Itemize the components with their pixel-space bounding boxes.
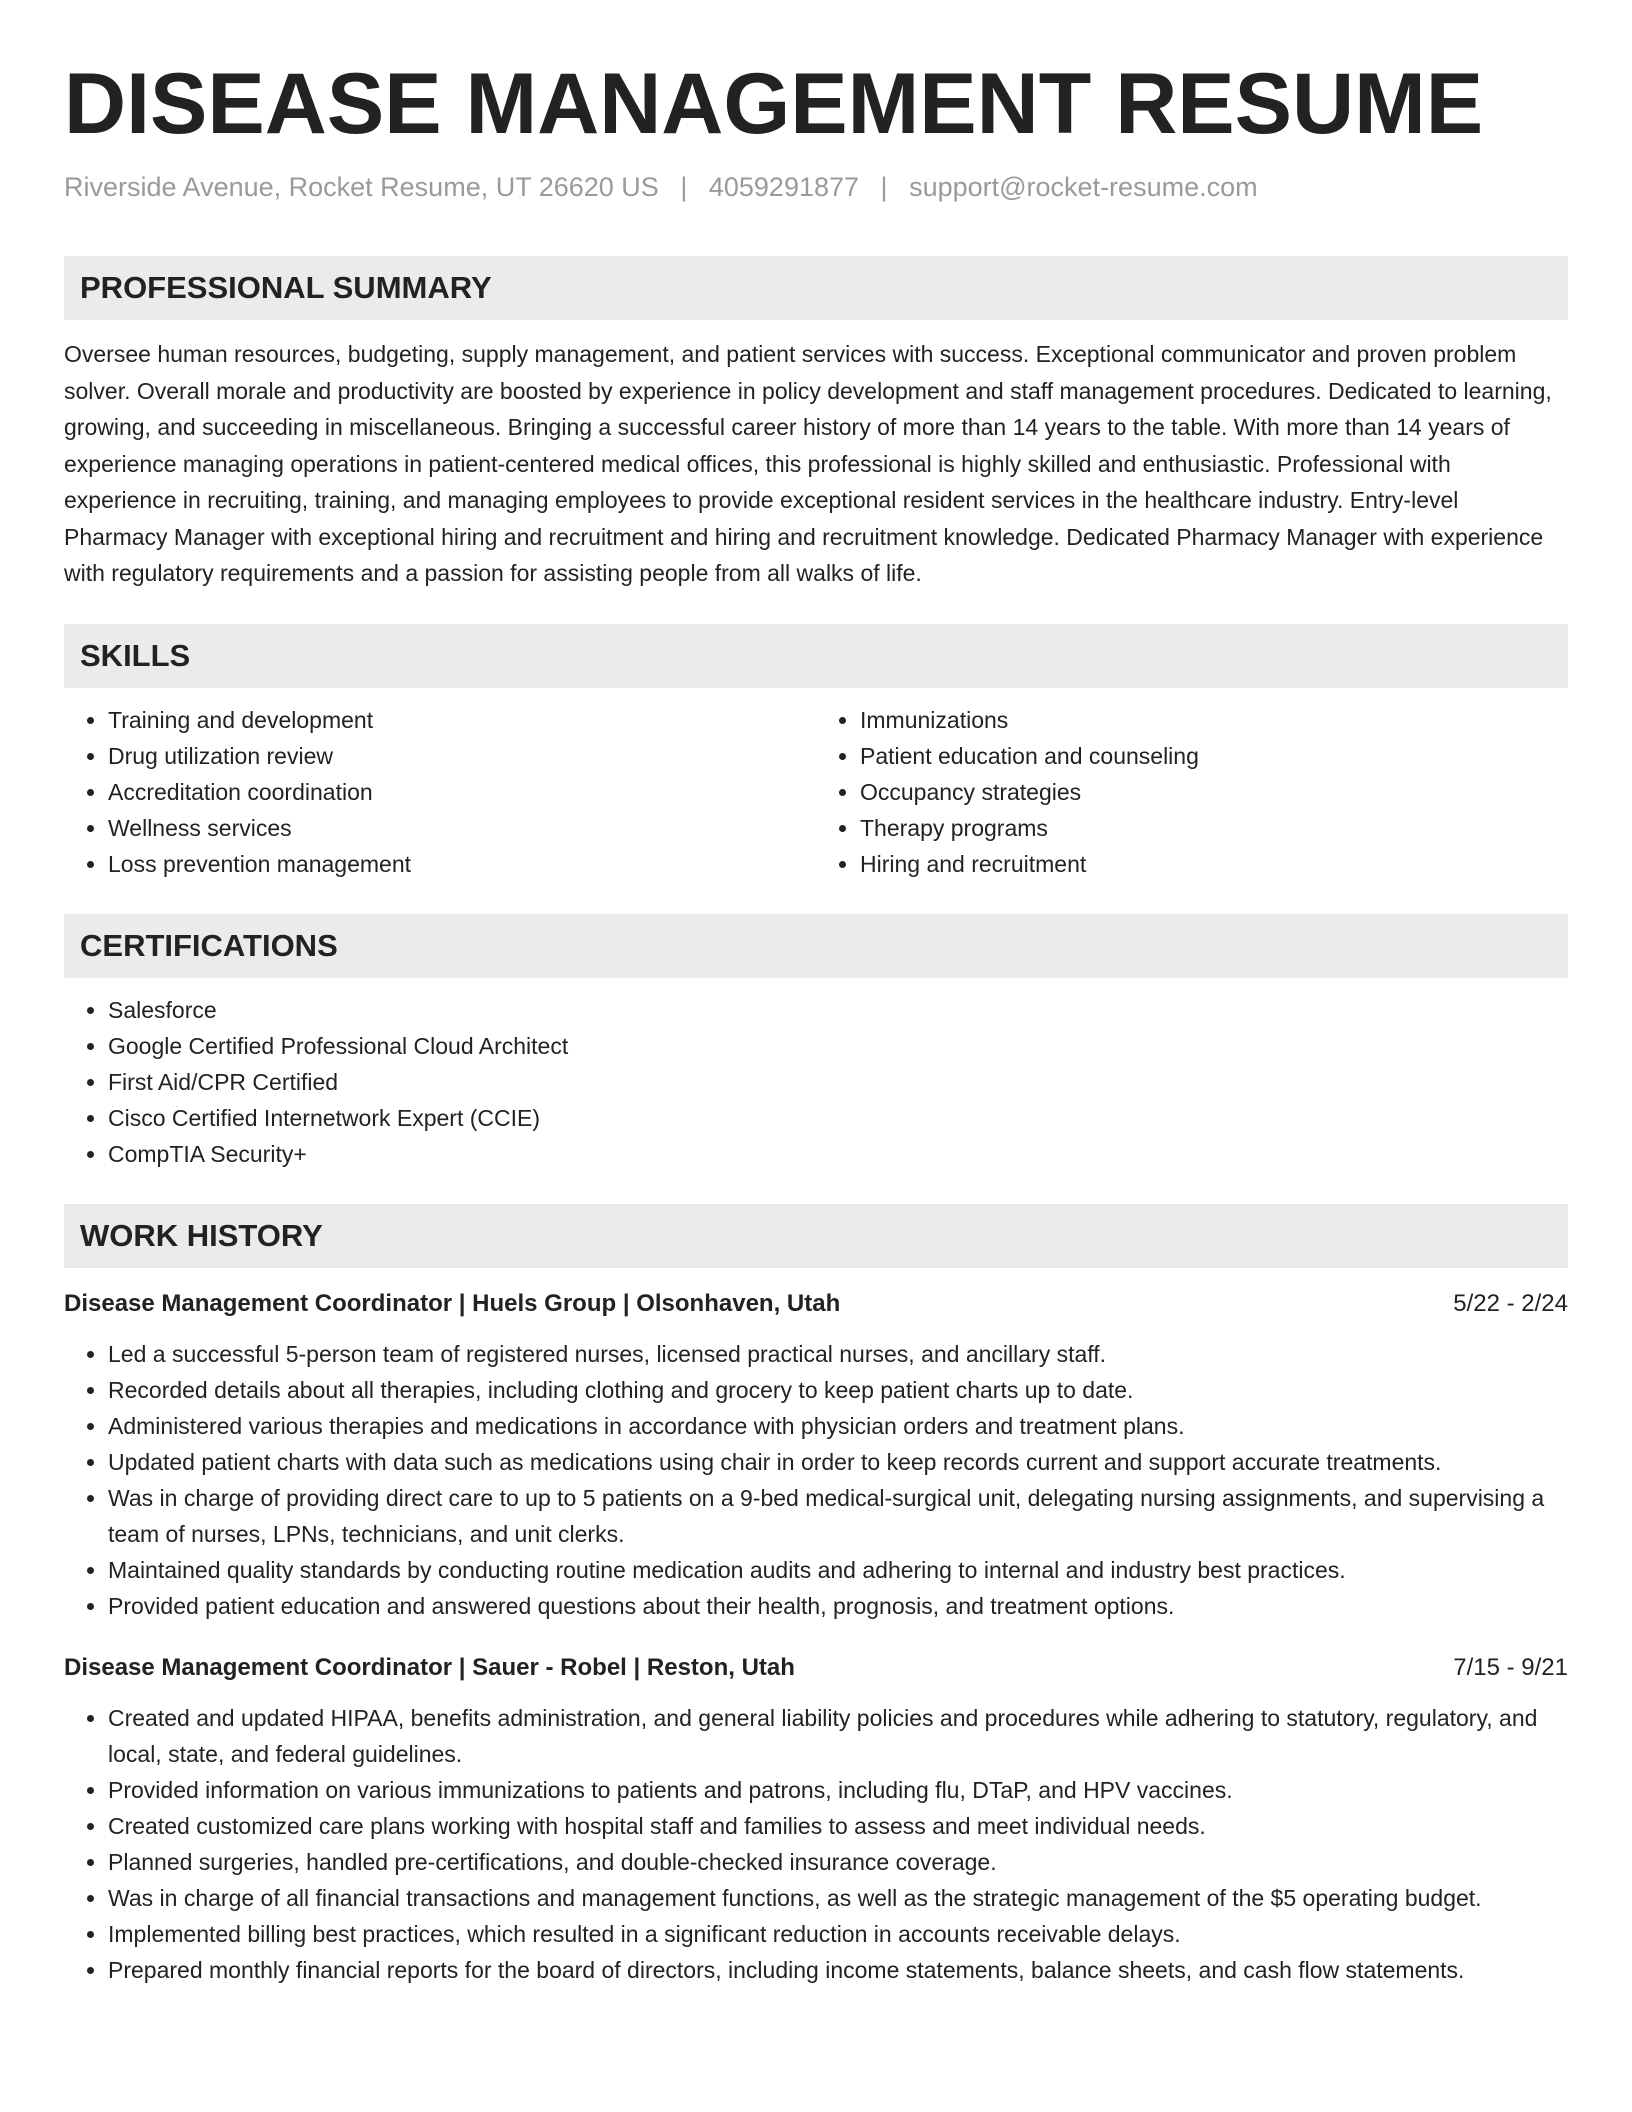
certification-item: • CompTIA Security+	[108, 1136, 1568, 1172]
contact-phone: 4059291877	[708, 172, 860, 202]
job-bullet: • Was in charge of providing direct care to up to 5 patients on a 9-bed medical-surgical unit, delegating nursing assignments, and supervising a team of nurses, LPNs, technicians, and unit clerks.	[108, 1480, 1568, 1552]
section-header-work-history: WORK HISTORY	[64, 1204, 1568, 1268]
skill-item: • Loss prevention management	[108, 846, 816, 882]
section-header-certifications: CERTIFICATIONS	[64, 914, 1568, 978]
certification-item: • Salesforce	[108, 992, 1568, 1028]
skill-item: • Accreditation coordination	[108, 774, 816, 810]
section-header-skills: SKILLS	[64, 624, 1568, 688]
skill-item: • Training and development	[108, 702, 816, 738]
job-bullet: • Was in charge of all financial transactions and management functions, as well as the strategic management of the $5 operating budget.	[108, 1880, 1568, 1916]
certification-item: • First Aid/CPR Certified	[108, 1064, 1568, 1100]
certification-item: • Cisco Certified Internetwork Expert (CCIE)	[108, 1100, 1568, 1136]
job-dates: 7/15 - 9/21	[1453, 1653, 1568, 1681]
job-title: Disease Management Coordinator | Sauer - Robel | Reston, Utah	[64, 1653, 795, 1681]
skill-item: • Wellness services	[108, 810, 816, 846]
skill-item: • Drug utilization review	[108, 738, 816, 774]
contact-email: support@rocket-resume.com	[909, 172, 1258, 202]
job-bullet: • Recorded details about all therapies, including clothing and grocery to keep patient charts up to date.	[108, 1372, 1568, 1408]
contact-line	[64, 170, 1568, 204]
contact-separator: |	[680, 172, 688, 202]
job-bullets	[64, 1336, 1568, 1624]
skills-grid	[64, 688, 1568, 882]
contact-separator: |	[880, 172, 888, 202]
skill-item: • Hiring and recruitment	[860, 846, 1568, 882]
job-bullet: • Implemented billing best practices, which resulted in a significant reduction in accounts receivable delays.	[108, 1916, 1568, 1952]
summary-text: Oversee human resources, budgeting, supply management, and patient services with success. Exceptional communicator and proven problem solver. Overall morale and productivity are boosted by experience in policy development and staff management procedures. Dedicated to learning, growing, and succeeding in miscellaneous. Bringing a successful career history of more than 14 years to the table. With more than 14 years of experience managing operations in patient-centered medical offices, this professional is highly skilled and enthusiastic. Professional with experience in recruiting, training, and managing employees to provide exceptional resident services in the healthcare industry. Entry-level Pharmacy Manager with exceptional hiring and recruitment and hiring and recruitment knowledge. Dedicated Pharmacy Manager with experience with regulatory requirements and a passion for assisting people from all walks of life.	[64, 341, 1552, 586]
job-bullet: • Administered various therapies and medications in accordance with physician orders and treatment plans.	[108, 1408, 1568, 1444]
certifications-list	[64, 992, 1568, 1172]
job-bullet: • Updated patient charts with data such as medications using chair in order to keep records current and support accurate treatments.	[108, 1444, 1568, 1480]
skill-item: • Immunizations	[860, 702, 1568, 738]
resume-title: DISEASE MANAGEMENT RESUME	[64, 56, 1484, 152]
skill-item: • Therapy programs	[860, 810, 1568, 846]
job-bullet: • Planned surgeries, handled pre-certifications, and double-checked insurance coverage.	[108, 1844, 1568, 1880]
job-bullets	[64, 1700, 1568, 1988]
job-header	[64, 1650, 1568, 1686]
skills-list-left	[64, 702, 816, 882]
job-title: Disease Management Coordinator | Huels Group | Olsonhaven, Utah	[64, 1289, 841, 1317]
certification-item: • Google Certified Professional Cloud Architect	[108, 1028, 1568, 1064]
skill-item: • Occupancy strategies	[860, 774, 1568, 810]
job-bullet: • Provided patient education and answered questions about their health, prognosis, and treatment options.	[108, 1588, 1568, 1624]
job-header	[64, 1286, 1568, 1322]
job-bullet: • Provided information on various immunizations to patients and patrons, including flu, DTaP, and HPV vaccines.	[108, 1772, 1568, 1808]
job-bullet: • Led a successful 5-person team of registered nurses, licensed practical nurses, and ancillary staff.	[108, 1336, 1568, 1372]
job-bullet: • Maintained quality standards by conducting routine medication audits and adhering to internal and industry best practices.	[108, 1552, 1568, 1588]
job-bullet: • Created customized care plans working with hospital staff and families to assess and meet individual needs.	[108, 1808, 1568, 1844]
section-header-summary: PROFESSIONAL SUMMARY	[64, 256, 1568, 320]
contact-address: Riverside Avenue, Rocket Resume, UT 26620 US	[64, 172, 659, 202]
job-bullet: • Prepared monthly financial reports for the board of directors, including income statements, balance sheets, and cash flow statements.	[108, 1952, 1568, 1988]
skills-list-right	[816, 702, 1568, 882]
skill-item: • Patient education and counseling	[860, 738, 1568, 774]
job-bullet: • Created and updated HIPAA, benefits administration, and general liability policies and procedures while adhering to statutory, regulatory, and local, state, and federal guidelines.	[108, 1700, 1568, 1772]
job-dates: 5/22 - 2/24	[1453, 1289, 1568, 1317]
